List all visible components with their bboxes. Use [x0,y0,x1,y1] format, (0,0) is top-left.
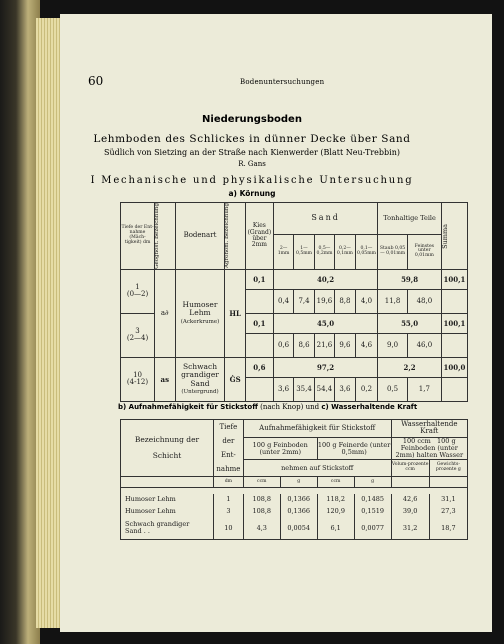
running-title: Bodenuntersuchungen [240,78,325,86]
part1-title: I Mechanische und physikalische Untersuchung [90,175,414,186]
grain-size-table [120,202,468,402]
soiltype-cell: Schwach grandiger Sand (Untergrund) [175,357,225,401]
sand-value: 54,4 [314,377,334,401]
cell-value: 39,0 [391,506,429,518]
col-takes-up: nehmen auf Stickstoff [243,460,391,477]
sand-value: 7,4 [294,289,314,313]
col-depth: Tiefe der Ent-nahme [214,420,244,477]
gravel-value: 0,1 [245,269,273,289]
clay-value: 11,8 [378,289,408,313]
sand-value: 8,6 [294,333,314,357]
sand-total: 97,2 [273,357,377,377]
part1-subtitle: a) Körnung [228,189,276,198]
sand-value: 0,4 [273,289,293,313]
col-sand-3: 0,5— 0,2mm [314,234,334,269]
unit-ccm: ccm [243,477,280,488]
cell-value: 6,1 [317,518,354,540]
sand-value: 3,6 [335,377,355,401]
row-depth: 1 [214,494,244,506]
unit-g: g [354,477,391,488]
depth-cell: 1 (0—2) [121,269,155,313]
row-label: Schwach grandiger Sand . . [121,518,214,540]
col-feinerde: 100 g Feinerde (unter 0,5mm) [317,437,391,459]
agronom-cell: HL [225,269,245,357]
col-sand-5: 0,1— 0,05mm [355,234,378,269]
author: R. Gans [238,160,266,168]
clay-value: 46,0 [407,333,441,357]
geognost-cell: a∂ [155,269,175,357]
row-label: Humoser Lehm [121,506,214,518]
book-spine [0,0,40,644]
unit-dm: dm [214,477,244,488]
cell-value: 0,0077 [354,518,391,540]
sand-value: 4,6 [355,333,378,357]
cell-value: 0,1366 [280,506,317,518]
col-soiltype: Bodenart [175,203,225,270]
col-fineboden: 100 g Feinboden (unter 2mm) [243,437,317,459]
clay-value: 0,5 [378,377,408,401]
sand-value: 4,0 [355,289,378,313]
depth-cell: 10 (4-12) [121,357,155,401]
clay-value: 9,0 [378,333,408,357]
cell-value: 31,1 [429,494,467,506]
page-edges [36,18,62,628]
col-dust: Staub 0,05— 0,01mm [378,234,408,269]
cell-value: 18,7 [429,518,467,540]
col-gew: Gewichts-prozente g [429,460,467,477]
cell-value: 31,2 [391,518,429,540]
gravel-value: 0,6 [245,357,273,377]
main-title: Lehmboden des Schlickes in dünner Decke über Sand [93,133,411,145]
col-gravel: Kies (Grand) über 2mm [245,203,273,270]
sum-value: 100,1 [441,269,467,289]
cell-value: 0,1485 [354,494,391,506]
clay-value: 48,0 [407,289,441,313]
depth-cell: 3 (2—4) [121,313,155,357]
col-water-sub: 100 ccm 100 g Feinboden (unter 2mm) halten Wasser [391,437,467,459]
page-number: 60 [88,74,104,88]
clay-total: 2,2 [378,357,442,377]
col-agronom: Agronom. Bezeichnung [225,203,245,270]
sand-value: 3,6 [273,377,293,401]
sand-value: 0,2 [355,377,378,401]
cell-value: 118,2 [317,494,354,506]
clay-total: 55,0 [378,313,442,333]
col-nitrogen: Aufnahmefähigkeit für Stickstoff [243,420,391,438]
cell-value: 27,3 [429,506,467,518]
cell-value: 4,3 [243,518,280,540]
row-label: Humoser Lehm [121,494,214,506]
location-line: Südlich von Sietzing an der Straße nach Kienwerder (Blatt Neu-Trebbin) [104,148,400,157]
agronom-cell: ĠS [225,357,245,401]
cell-value: 0,0054 [280,518,317,540]
sand-total: 45,0 [273,313,377,333]
unit-ccm: ccm [317,477,354,488]
clay-total: 59,8 [378,269,442,289]
sand-value: 21,6 [314,333,334,357]
row-depth: 3 [214,506,244,518]
col-sand: Sand [273,203,377,235]
sand-value: 0,6 [273,333,293,357]
row-depth: 10 [214,518,244,540]
col-sand-1: 2— 1mm [273,234,293,269]
col-layer: Bezeichnung der Schicht [121,420,214,477]
sand-value: 9,6 [335,333,355,357]
part2-title: b) Aufnahmefähigkeit für Stickstoff (nach Knop) und c) Wasserhaltende Kraft [118,403,418,411]
cell-value: 108,8 [243,494,280,506]
col-clay: Tonhaltige Teile [378,203,442,235]
section-title: Niederungsboden [202,114,302,125]
col-sum: Summa [441,203,467,270]
col-finest: Feinstes unter 0,01mm [407,234,441,269]
geognost-cell: as [155,357,175,401]
sand-value: 19,6 [314,289,334,313]
nitrogen-water-table [120,419,468,544]
unit-g: g [280,477,317,488]
col-water: Wasserhaltende Kraft [391,420,467,438]
soiltype-cell: Humoser Lehm (Ackerkrume) [175,269,225,357]
cell-value: 0,1519 [354,506,391,518]
col-sand-2: 1— 0,5mm [294,234,314,269]
col-vol: Volum-prozente ccm [391,460,429,477]
col-geognost: Geognost. Bezeichnung [155,203,175,270]
cell-value: 0,1366 [280,494,317,506]
clay-value: 1,7 [407,377,441,401]
col-sand-4: 0,2— 0,1mm [335,234,355,269]
sum-value: 100,0 [441,357,467,377]
col-depth: Tiefe der Ent-nahme (Mäch-tigkeit) dm [121,203,155,270]
cell-value: 120,9 [317,506,354,518]
gravel-value: 0,1 [245,313,273,333]
sand-value: 8,8 [335,289,355,313]
sum-value: 100,1 [441,313,467,333]
cell-value: 108,8 [243,506,280,518]
cell-value: 42,6 [391,494,429,506]
sand-total: 40,2 [273,269,377,289]
sand-value: 35,4 [294,377,314,401]
